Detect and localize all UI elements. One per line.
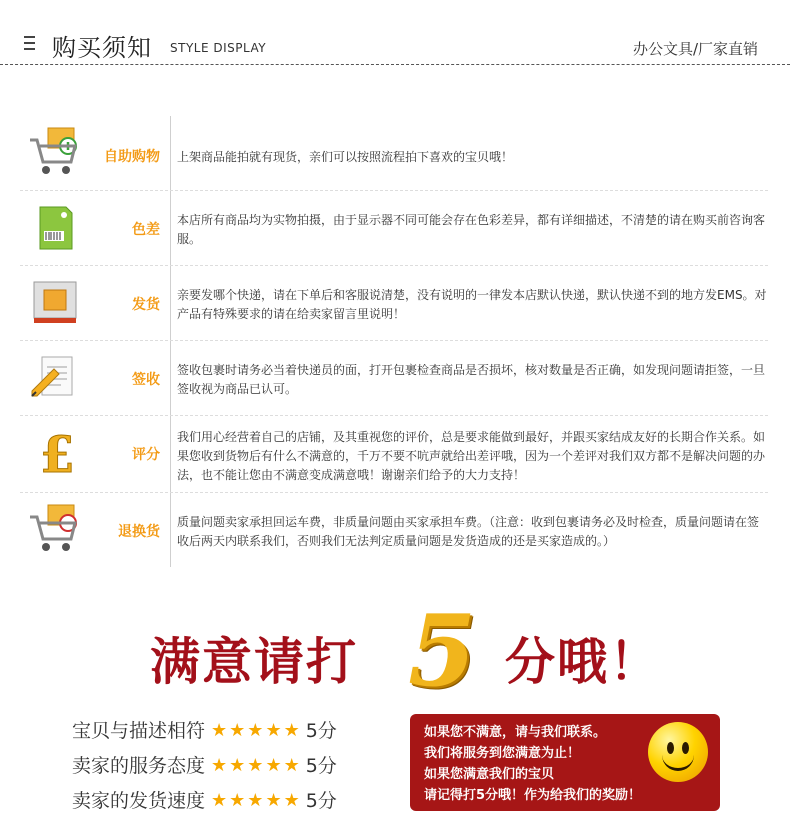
notice-text: 质量问题卖家承担回运车费，非质量问题由买家承担车费。（注意：收到包裹请务必及时检查，质量问题请在签收后两天内联系我们，否则我们无法判定质量问题是发货造成的还是买家造成的。） bbox=[177, 515, 760, 548]
rating-score: 5分 bbox=[305, 720, 337, 742]
notice-text: 本店所有商品均为实物拍摄，由于显示器不同可能会存在色彩差异，都有详细描述，不清楚的请在购买前咨询客服。 bbox=[177, 213, 766, 246]
cart-add-icon bbox=[26, 126, 84, 178]
rating-row bbox=[72, 782, 337, 817]
purchase-notice-list bbox=[20, 116, 768, 567]
star-rating: ★ ★ ★ ★ ★ bbox=[211, 719, 300, 741]
notice-row-color-diff bbox=[20, 191, 768, 266]
delivery-box-icon bbox=[26, 276, 84, 328]
contact-lines bbox=[424, 722, 641, 806]
page-header bbox=[0, 0, 790, 66]
notice-text: 亲要发哪个快递，请在下单后和客服说清楚，没有说明的一律发本店默认快递，默认快递不到的地方发EMS。对产品有特殊要求的请在给卖家留言里说明！ bbox=[177, 288, 767, 321]
divider bbox=[170, 416, 171, 492]
shop-tagline: 办公文具/厂家直销 bbox=[632, 40, 758, 58]
rating-banner bbox=[150, 594, 670, 709]
notice-label: 自助购物 bbox=[104, 149, 160, 165]
rating-row bbox=[72, 712, 337, 747]
banner-left-text: 满意请打 bbox=[150, 633, 358, 691]
rating-score: 5分 bbox=[305, 790, 337, 812]
star-rating: ★ ★ ★ ★ ★ bbox=[211, 754, 300, 776]
banner-number: 5 bbox=[408, 594, 477, 709]
svg-text:£: £ bbox=[40, 426, 75, 478]
rating-label: 卖家的发货速度 bbox=[72, 790, 206, 812]
notice-row-shipping bbox=[20, 266, 768, 341]
pound-icon bbox=[26, 426, 84, 478]
contact-box bbox=[410, 714, 720, 811]
divider bbox=[170, 341, 171, 415]
notice-label: 退换货 bbox=[118, 524, 160, 540]
document-pencil-icon bbox=[26, 351, 84, 403]
banner-right-text: 分哦！ bbox=[505, 633, 661, 691]
contact-line: 如果您满意我们的宝贝 bbox=[424, 767, 555, 782]
rating-list bbox=[72, 712, 337, 817]
notice-row-receipt bbox=[20, 341, 768, 416]
rating-row bbox=[72, 747, 337, 782]
notice-label: 评分 bbox=[132, 447, 160, 463]
cart-remove-icon bbox=[26, 503, 84, 555]
divider bbox=[170, 266, 171, 340]
menu-icon bbox=[24, 36, 35, 54]
star-rating: ★ ★ ★ ★ ★ bbox=[211, 789, 300, 811]
notice-text: 签收包裹时请务必当着快递员的面，打开包裹检查商品是否损坏，核对数量是否正确，如发现问题请拒签，一旦签收视为商品已认可。 bbox=[177, 363, 766, 396]
notice-text: 我们用心经营着自己的店铺，及其重视您的评价，总是要求能做到最好，并跟买家结成友好的长期合作关系。如果您收到货物后有什么不满意的，千万不要不吭声就给出差评哦，因为一个差评对我们双方都不是解决问题的办法，也不能让您由不满意变成满意哦！谢谢亲们给予的大力支持！ bbox=[177, 430, 766, 482]
notice-label: 签收 bbox=[132, 372, 160, 388]
header-divider bbox=[0, 64, 790, 65]
notice-row-self-service bbox=[20, 116, 768, 191]
rating-score: 5分 bbox=[305, 755, 337, 777]
divider bbox=[170, 191, 171, 265]
contact-line: 我们将服务到您满意为止！ bbox=[424, 746, 581, 761]
page-subtitle: STYLE DISPLAY bbox=[170, 41, 267, 55]
rating-label: 宝贝与描述相符 bbox=[72, 720, 206, 742]
page-title: 购买须知 bbox=[52, 34, 152, 62]
divider bbox=[170, 493, 171, 567]
contact-line: 请记得打5分哦！作为给我们的奖励！ bbox=[424, 788, 642, 803]
price-tag-icon bbox=[26, 201, 84, 253]
notice-label: 发货 bbox=[132, 297, 160, 313]
notice-row-return bbox=[20, 493, 768, 567]
notice-text: 上架商品能拍就有现货，亲们可以按照流程拍下喜欢的宝贝哦！ bbox=[177, 150, 514, 164]
rating-label: 卖家的服务态度 bbox=[72, 755, 206, 777]
notice-row-rating bbox=[20, 416, 768, 493]
notice-label: 色差 bbox=[132, 222, 160, 238]
divider bbox=[170, 116, 171, 190]
smiley-icon bbox=[648, 722, 708, 782]
contact-line: 如果您不满意，请与我们联系。 bbox=[424, 725, 607, 740]
